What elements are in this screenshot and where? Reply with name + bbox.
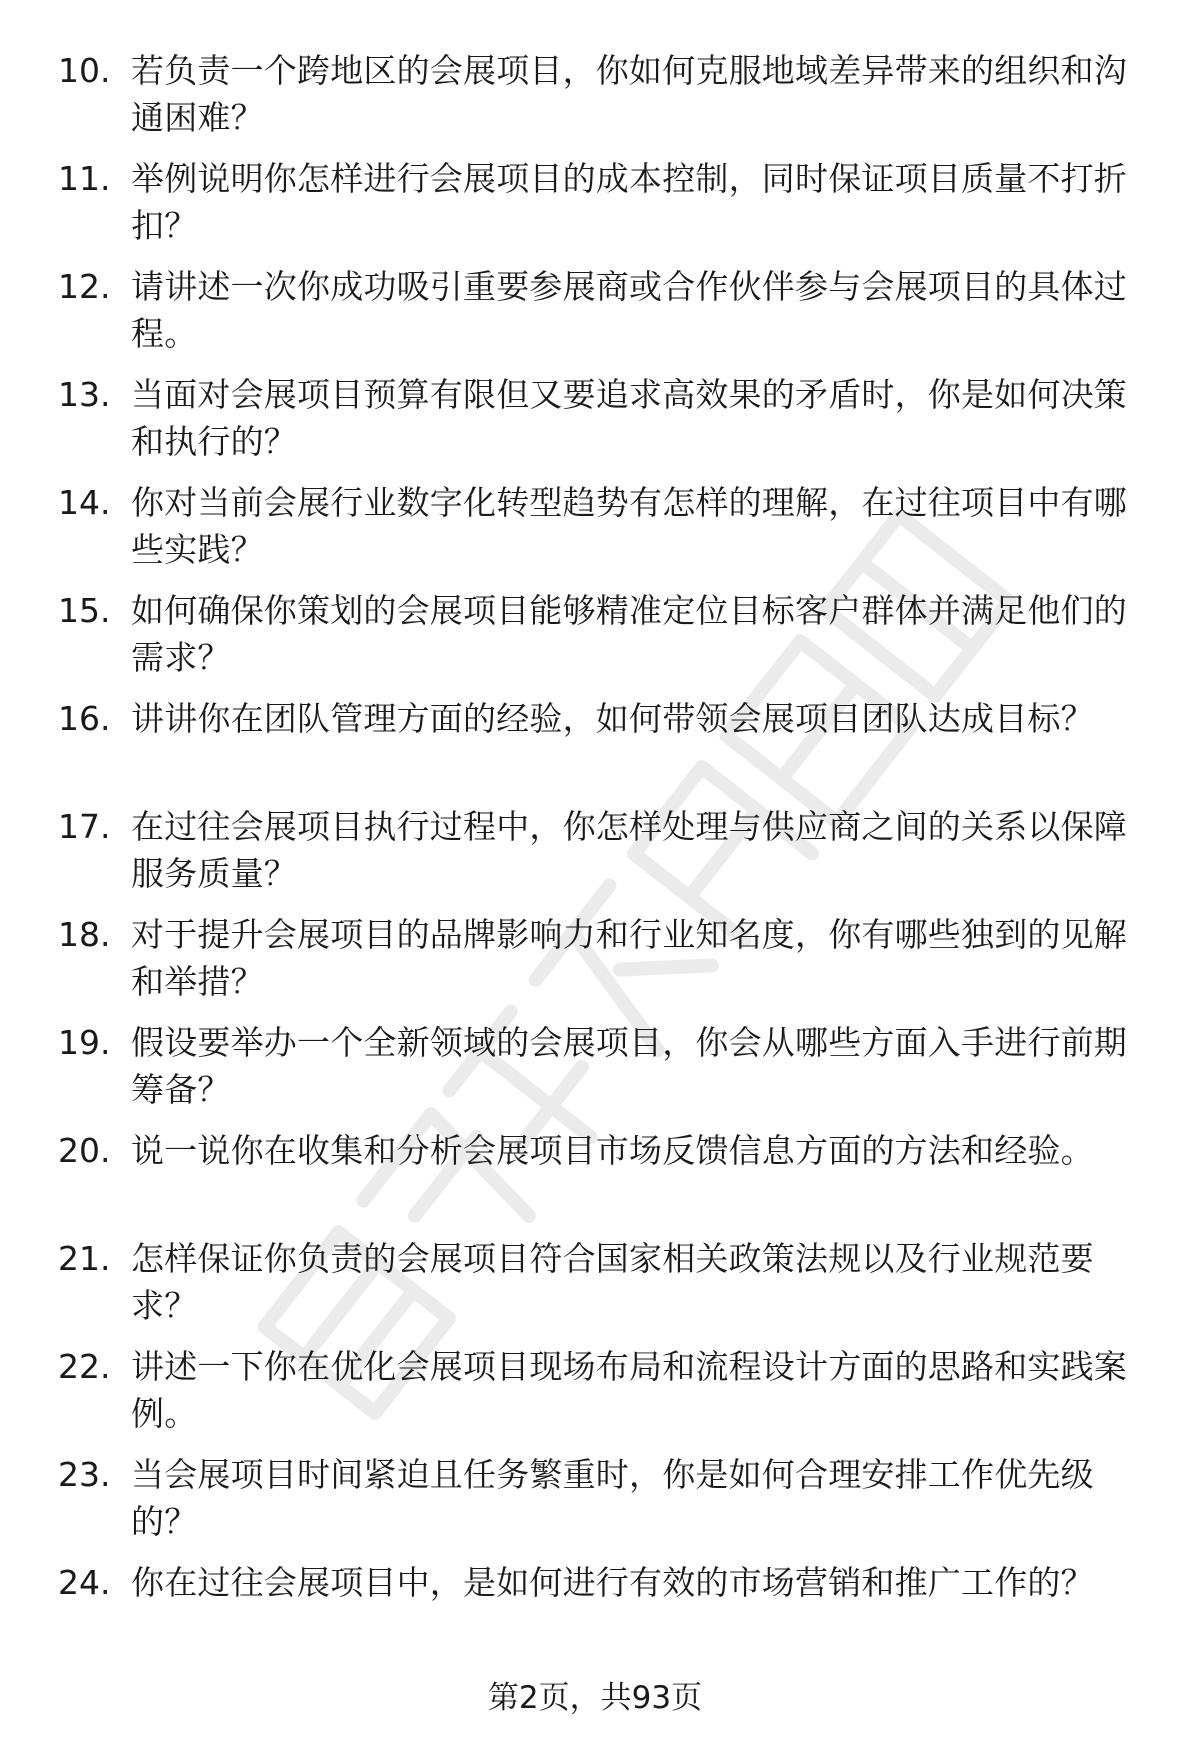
question-item bbox=[0, 1343, 1190, 1451]
question-text: 在过往会展项目执行过程中，你怎样处理与供应商之间的关系以保障服务质量？ bbox=[131, 807, 1127, 893]
question-number: 16. bbox=[58, 699, 111, 738]
question-item bbox=[0, 1127, 1190, 1235]
question-item bbox=[0, 263, 1190, 371]
question-number: 13. bbox=[58, 375, 111, 414]
question-text: 讲讲你在团队管理方面的经验，如何带领会展项目团队达成目标？ bbox=[131, 699, 1094, 738]
question-text: 你对当前会展行业数字化转型趋势有怎样的理解，在过往项目中有哪些实践？ bbox=[131, 483, 1127, 569]
question-text: 请讲述一次你成功吸引重要参展商或合作伙伴参与会展项目的具体过程。 bbox=[131, 267, 1127, 353]
question-number: 19. bbox=[58, 1023, 111, 1062]
question-number: 22. bbox=[58, 1347, 111, 1386]
question-item bbox=[0, 695, 1190, 803]
question-item bbox=[0, 155, 1190, 263]
question-item bbox=[0, 1451, 1190, 1559]
question-number: 14. bbox=[58, 483, 111, 522]
question-text: 当会展项目时间紧迫且任务繁重时，你是如何合理安排工作优先级的？ bbox=[131, 1455, 1094, 1541]
question-number: 20. bbox=[58, 1131, 111, 1170]
question-number: 11. bbox=[58, 159, 111, 198]
question-text: 假设要举办一个全新领域的会展项目，你会从哪些方面入手进行前期筹备？ bbox=[131, 1023, 1127, 1109]
question-number: 23. bbox=[58, 1455, 111, 1494]
question-number: 10. bbox=[58, 51, 111, 90]
question-item bbox=[0, 479, 1190, 587]
question-item bbox=[0, 1559, 1190, 1667]
question-text: 你在过往会展项目中，是如何进行有效的市场营销和推广工作的？ bbox=[131, 1563, 1094, 1602]
question-text: 举例说明你怎样进行会展项目的成本控制，同时保证项目质量不打折扣？ bbox=[131, 159, 1127, 245]
question-text: 怎样保证你负责的会展项目符合国家相关政策法规以及行业规范要求？ bbox=[131, 1239, 1094, 1325]
question-text: 若负责一个跨地区的会展项目，你如何克服地域差异带来的组织和沟通困难？ bbox=[131, 51, 1127, 137]
question-number: 15. bbox=[58, 591, 111, 630]
question-number: 21. bbox=[58, 1239, 111, 1278]
question-item bbox=[0, 803, 1190, 911]
question-text: 对于提升会展项目的品牌影响力和行业知名度，你有哪些独到的见解和举措？ bbox=[131, 915, 1127, 1001]
question-text: 讲述一下你在优化会展项目现场布局和流程设计方面的思路和实践案例。 bbox=[131, 1347, 1127, 1433]
page-footer: 第2页，共93页 bbox=[487, 1680, 703, 1716]
question-text: 当面对会展项目预算有限但又要追求高效果的矛盾时，你是如何决策和执行的？ bbox=[131, 375, 1127, 461]
question-text: 说一说你在收集和分析会展项目市场反馈信息方面的方法和经验。 bbox=[131, 1131, 1094, 1170]
question-item bbox=[0, 371, 1190, 479]
question-number: 18. bbox=[58, 915, 111, 954]
question-item bbox=[0, 587, 1190, 695]
question-item bbox=[0, 47, 1190, 155]
question-text: 如何确保你策划的会展项目能够精准定位目标客户群体并满足他们的需求？ bbox=[131, 591, 1127, 677]
question-number: 24. bbox=[58, 1563, 111, 1602]
question-list bbox=[0, 47, 1190, 1667]
question-number: 17. bbox=[58, 807, 111, 846]
question-number: 12. bbox=[58, 267, 111, 306]
question-item bbox=[0, 1235, 1190, 1343]
question-item bbox=[0, 1019, 1190, 1127]
question-item bbox=[0, 911, 1190, 1019]
